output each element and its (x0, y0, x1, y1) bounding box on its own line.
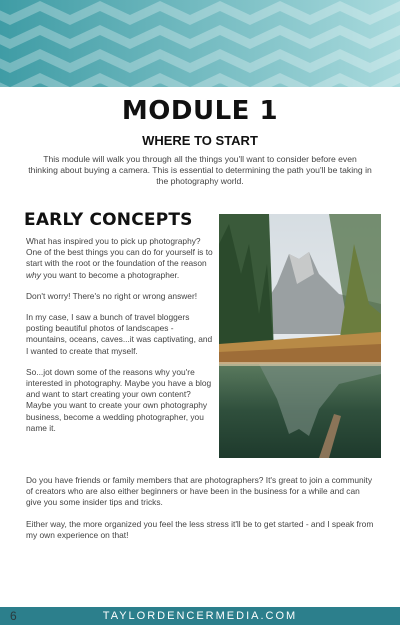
module-title: MODULE 1 (121, 96, 279, 126)
footer-website: TAYLORDENCERMEDIA.COM (102, 610, 298, 622)
paragraph-my-case: In my case, I saw a bunch of travel bloggers posting beautiful photos of landscapes - mountains, oceans, caves...it was captivating, and I wanted to create that myself. (26, 312, 213, 356)
paragraph-organized: Either way, the more organized you feel the less stress it'll be to get started - and I speak from my own experience on that! (26, 518, 374, 540)
paragraph-dont-worry: Don't worry! There's no right or wrong answer! (26, 290, 198, 301)
paragraph-community: Do you have friends or family members that are photographers? It's great to join a community of creators who are also either beginners or have been in the business for a while and can give you some insider tips and tricks. (26, 475, 373, 508)
chevron-banner (0, 0, 400, 87)
intro-text: This module will walk you through all the things you'll want to consider before even thinking about buying a camera. This is essential to determining the path you'll be taking in the photography world. (28, 154, 372, 186)
left-column (26, 236, 216, 444)
module-subtitle: WHERE TO START (142, 133, 258, 148)
page-number: 6 (10, 609, 17, 623)
paragraph-jot-down: So...jot down some of the reasons why you're interested in photography. Maybe you have a blog and want to start creating your own content? Maybe you want to create your own photography business, become a wedding photographer, you name it. (26, 366, 212, 433)
footer-bar (0, 607, 400, 625)
landscape-photo (219, 214, 381, 458)
bottom-text (26, 475, 376, 551)
paragraph-inspiration: What has inspired you to pick up photography? One of the best things you can do for yourself is to start with the root or the foundation of the reason why you want to become a photographer. (26, 236, 213, 280)
section-heading: EARLY CONCEPTS (24, 210, 193, 230)
